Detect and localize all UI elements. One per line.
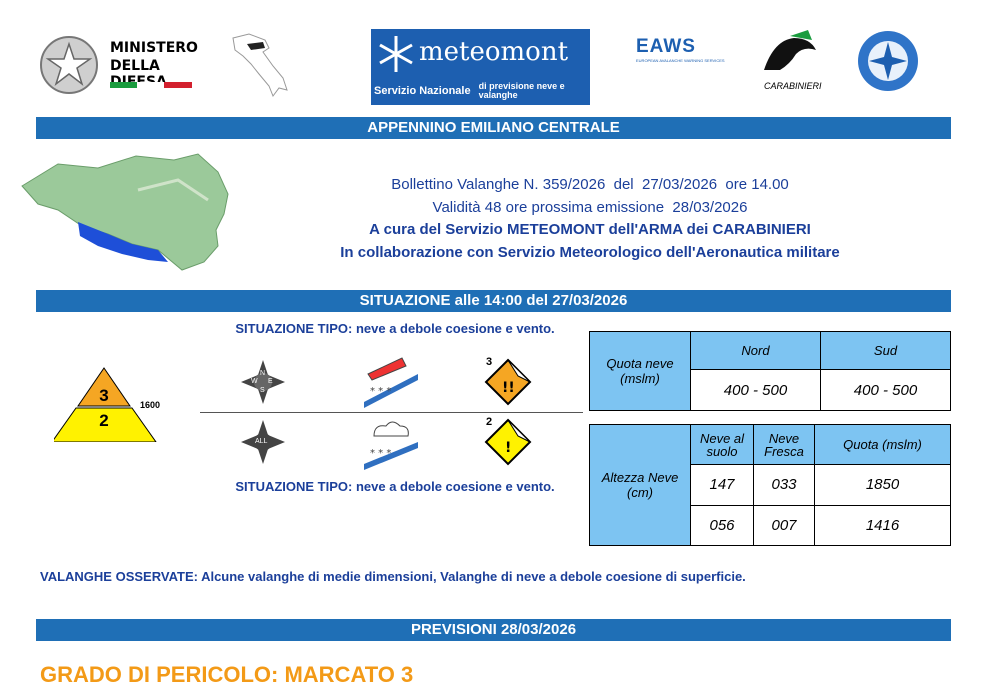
italian-flag-stripe — [110, 82, 192, 88]
snow-quota-nord: 400 - 500 — [691, 370, 821, 411]
snowflake-icon — [375, 33, 417, 75]
compass-e: E — [268, 378, 273, 385]
meteomont-title: meteomont — [419, 37, 569, 67]
eaws-logo — [636, 36, 746, 76]
meteomont-logo — [371, 29, 590, 105]
svg-text:* * *: * * * — [370, 386, 392, 397]
snow-height-table — [589, 424, 951, 546]
danger-pyramid — [54, 366, 164, 442]
situation-upper-text: SITUAZIONE TIPO: neve a debole coesione e vento. — [235, 321, 555, 336]
meteomont-subtitle — [374, 81, 569, 101]
eaws-subtext: EUROPEAN AVALANCHE WARNING SERVICES — [636, 58, 725, 63]
danger-icon-2-label: 2 — [486, 416, 493, 428]
compass-s: S — [260, 387, 265, 394]
carabinieri-crest-icon — [760, 30, 820, 76]
region-bar: APPENNINO EMILIANO CENTRALE — [36, 117, 951, 139]
snow-height-header-quota: Quota (mslm) — [815, 425, 951, 465]
snow-height-cell: 1416 — [815, 505, 951, 546]
meteomont-sub1: Servizio Nazionale — [374, 85, 471, 97]
danger-level-lower: 2 — [99, 411, 109, 430]
aeronautica-logo-icon — [857, 30, 919, 92]
danger-altitude: 1600 — [140, 400, 161, 410]
carabinieri-logo — [760, 30, 830, 92]
eaws-text: EAWS — [636, 36, 696, 57]
bulletin-line2: Validità 48 ore prossima emissione 28/03/2026 — [432, 199, 748, 216]
snow-quota-header-nord: Nord — [691, 332, 821, 370]
bulletin-line1: Bollettino Valanghe N. 359/2026 del 27/03/2026 ore 14.00 — [391, 176, 789, 193]
danger-icon-3 — [484, 358, 544, 406]
svg-text:!: ! — [505, 440, 512, 456]
snow-height-header-suolo: Neve al suolo — [691, 425, 754, 465]
bulletin-line3: A cura del Servizio METEOMONT dell'ARMA dei CARABINIERI — [369, 221, 811, 238]
bulletin-line4: In collaborazione con Servizio Meteorologico dell'Aeronautica militare — [340, 244, 840, 261]
cloud-snow-icon — [362, 418, 420, 470]
snow-height-cell: 1850 — [815, 465, 951, 506]
all-aspects-icon — [241, 420, 285, 464]
compass-n: N — [260, 370, 266, 377]
ministry-line1: MINISTERO — [110, 40, 198, 56]
meteomont-sub2: di previsione neve e valanghe — [478, 81, 565, 100]
all-label: ALL — [255, 438, 268, 445]
snow-quota-table — [589, 331, 951, 411]
republic-emblem-icon — [38, 34, 100, 96]
snow-height-cell: 007 — [754, 505, 815, 546]
region-map — [18, 150, 236, 276]
situation-lower-text: SITUAZIONE TIPO: neve a debole coesione e vento. — [235, 479, 555, 494]
ministry-line2: DELLA — [110, 58, 160, 74]
danger-icon-2 — [484, 418, 544, 466]
snow-quota-label: Quota neve (mslm) — [590, 332, 691, 411]
snow-height-header-fresca: Neve Fresca — [754, 425, 815, 465]
carabinieri-text: CARABINIERI — [764, 81, 822, 91]
compass-rose-icon — [241, 360, 285, 404]
danger-level-upper: 3 — [99, 386, 109, 405]
danger-icon-3-label: 3 — [486, 356, 493, 368]
compass-w: W — [251, 378, 258, 385]
svg-text:!!: !! — [502, 380, 515, 396]
ministry-logo — [38, 34, 198, 98]
situation-bar: SITUAZIONE alle 14:00 del 27/03/2026 — [36, 290, 951, 312]
snow-height-cell: 033 — [754, 465, 815, 506]
italy-map-icon — [225, 30, 295, 102]
snow-height-cell: 147 — [691, 465, 754, 506]
observed-avalanches: VALANGHE OSSERVATE: Alcune valanghe di medie dimensioni, Valanghe di neve a debole coesione di superficie. — [40, 569, 746, 584]
situation-divider — [200, 412, 583, 413]
wind-snow-icon — [362, 356, 420, 408]
snow-height-cell: 056 — [691, 505, 754, 546]
snow-quota-sud: 400 - 500 — [821, 370, 951, 411]
forecast-bar: PREVISIONI 28/03/2026 — [36, 619, 951, 641]
danger-grade: GRADO DI PERICOLO: MARCATO 3 — [40, 662, 414, 687]
svg-text:* * *: * * * — [370, 448, 392, 459]
snow-quota-header-sud: Sud — [821, 332, 951, 370]
snow-height-label: Altezza Neve (cm) — [590, 425, 691, 546]
